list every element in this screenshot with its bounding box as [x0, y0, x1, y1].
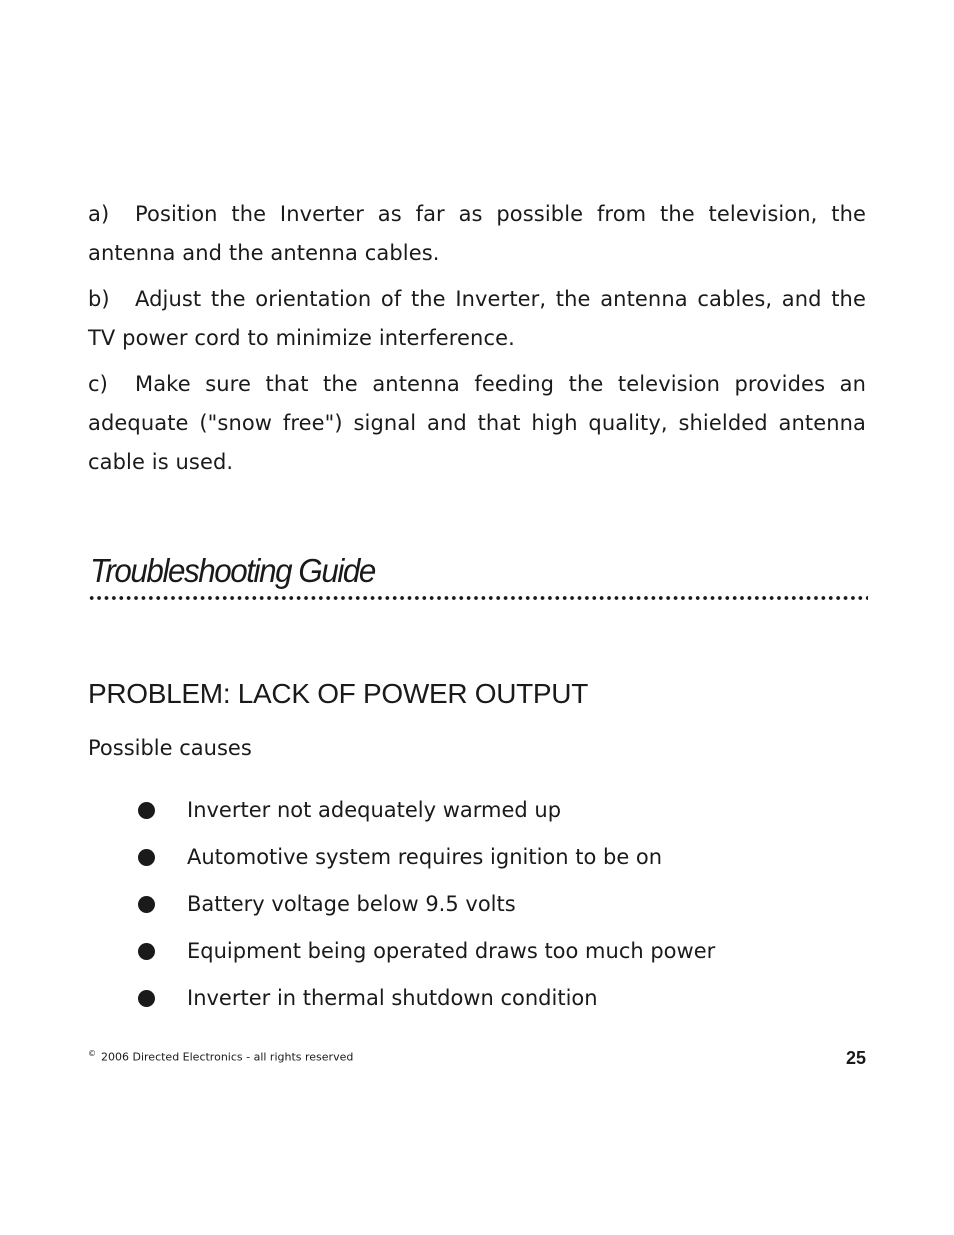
instruction-c [88, 365, 866, 482]
instruction-a-text: Position the Inverter as far as possible from the television, the antenna and the antenna cables. [88, 202, 866, 265]
section-title: Troubleshooting Guide [90, 552, 375, 589]
cause-text: Inverter in thermal shutdown condition [187, 986, 598, 1010]
instruction-a [88, 195, 866, 273]
copyright-footer [88, 1049, 353, 1064]
page-number: 25 [845, 1048, 866, 1068]
bullet-icon [138, 849, 155, 866]
cause-text: Automotive system requires ignition to be on [187, 845, 663, 869]
bullet-icon [138, 990, 155, 1007]
cause-text: Equipment being operated draws too much power [187, 939, 716, 963]
list-item [138, 885, 715, 932]
bullet-icon [138, 896, 155, 913]
instruction-b-label: b) [88, 287, 110, 311]
copyright-symbol: © [88, 1049, 96, 1058]
bullet-icon [138, 943, 155, 960]
instruction-c-label: c) [88, 372, 108, 396]
cause-text: Battery voltage below 9.5 volts [187, 892, 516, 916]
list-item [138, 932, 715, 979]
dotted-divider [88, 594, 868, 602]
instruction-b [88, 280, 866, 358]
list-item [138, 791, 715, 838]
possible-causes-label: Possible causes [88, 736, 252, 760]
instruction-a-label: a) [88, 202, 110, 226]
copyright-text: 2006 Directed Electronics - all rights reserved [101, 1050, 354, 1064]
list-item [138, 979, 715, 1026]
problem-title: PROBLEM: LACK OF POWER OUTPUT [88, 678, 589, 709]
instruction-b-text: Adjust the orientation of the Inverter, the antenna cables, and the TV power cord to minimize interference. [88, 287, 866, 350]
instruction-c-text: Make sure that the antenna feeding the television provides an adequate ("snow free") signal and that high quality, shielded antenna cable is used. [88, 372, 866, 474]
cause-list [138, 791, 715, 1026]
cause-text: Inverter not adequately warmed up [187, 798, 562, 822]
list-item [138, 838, 715, 885]
bullet-icon [138, 802, 155, 819]
